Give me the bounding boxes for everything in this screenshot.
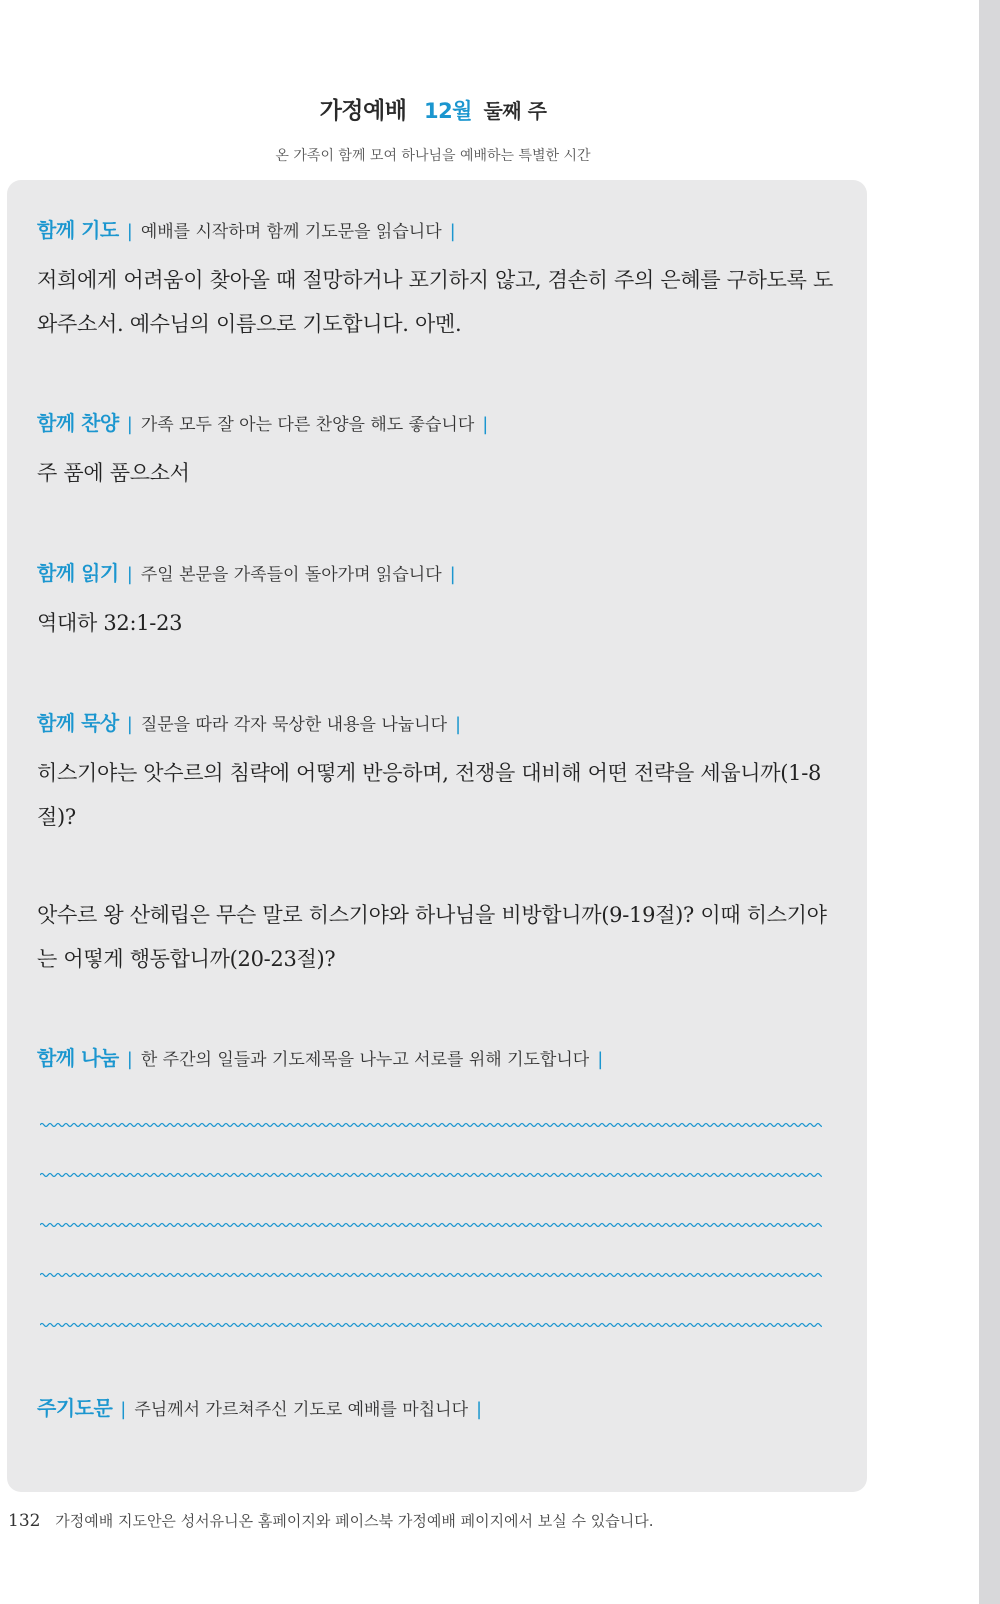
divider-bar: | — [449, 221, 456, 242]
divider-bar: | — [120, 1399, 127, 1420]
section-label: 주기도문 — [37, 1396, 113, 1420]
section-label: 함께 기도 — [37, 218, 119, 242]
section-heading — [37, 218, 837, 244]
section-instruction: 주님께서 가르쳐주신 기도로 예배를 마칩니다 — [134, 1400, 468, 1420]
section-label: 함께 나눔 — [37, 1046, 119, 1070]
section-instruction: 질문을 따라 각자 묵상한 내용을 나눕니다 — [140, 715, 448, 735]
section-instruction: 가족 모두 잘 아는 다른 찬양을 해도 좋습니다 — [140, 415, 475, 435]
divider-bar: | — [476, 1399, 483, 1420]
writing-lines — [40, 1118, 840, 1368]
section-label: 함께 읽기 — [37, 561, 119, 585]
section-instruction: 예배를 시작하며 함께 기도문을 읽습니다 — [140, 222, 442, 242]
writing-line[interactable] — [40, 1118, 822, 1132]
section-praise — [37, 411, 837, 495]
section-label: 함께 묵상 — [37, 711, 119, 735]
page-edge-strip — [979, 0, 1000, 1604]
section-instruction: 주일 본문을 가족들이 돌아가며 읽습니다 — [140, 565, 442, 585]
section-heading — [37, 411, 837, 437]
writing-line[interactable] — [40, 1318, 822, 1332]
divider-bar: | — [455, 714, 462, 735]
section-meditation — [37, 711, 837, 981]
scripture-reference: 역대하 32:1-23 — [37, 611, 183, 635]
writing-line[interactable] — [40, 1168, 822, 1182]
section-heading — [37, 1396, 837, 1422]
divider-bar: | — [126, 414, 133, 435]
page-title — [0, 92, 866, 125]
prayer-text: 저희에게 어려움이 찾아올 때 절망하거나 포기하지 않고, 겸손히 주의 은혜를 구하도록 도와주소서. 예수님의 이름으로 기도합니다. 아멘. — [37, 268, 833, 336]
section-instruction: 한 주간의 일들과 기도제목을 나누고 서로를 위해 기도합니다 — [140, 1050, 590, 1070]
divider-bar: | — [449, 564, 456, 585]
writing-line[interactable] — [40, 1268, 822, 1282]
divider-bar: | — [126, 221, 133, 242]
section-prayer — [37, 218, 837, 346]
title-text: 가정예배 — [319, 98, 407, 124]
title-month: 12월 — [423, 99, 472, 123]
divider-bar: | — [482, 414, 489, 435]
divider-bar: | — [126, 1049, 133, 1070]
title-week: 둘째 주 — [483, 99, 547, 123]
page-subtitle: 온 가족이 함께 모여 하나님을 예배하는 특별한 시간 — [275, 148, 591, 164]
section-sharing — [37, 1046, 837, 1072]
worship-panel — [7, 180, 867, 1492]
writing-line[interactable] — [40, 1218, 822, 1232]
section-heading — [37, 711, 837, 737]
section-heading — [37, 561, 837, 587]
meditation-question-1: 히스기야는 앗수르의 침략에 어떻게 반응하며, 전쟁을 대비해 어떤 전략을 세웁니까(1-8절)? — [37, 761, 822, 829]
meditation-question-2: 앗수르 왕 산헤립은 무슨 말로 히스기야와 하나님을 비방합니까(9-19절)? 이때 히스기야는 어떻게 행동합니까(20-23절)? — [37, 903, 827, 971]
hymn-title: 주 품에 품으소서 — [37, 461, 190, 485]
divider-bar: | — [126, 564, 133, 585]
page-header — [0, 92, 866, 165]
section-label: 함께 찬양 — [37, 411, 119, 435]
footer-note: 가정예배 지도안은 성서유니온 홈페이지와 페이스북 가정예배 페이지에서 보실 수 있습니다. — [55, 1512, 654, 1530]
section-reading — [37, 561, 837, 645]
page-footer — [8, 1510, 654, 1531]
page-number: 132 — [8, 1511, 41, 1531]
section-lords-prayer — [37, 1396, 837, 1422]
divider-bar: | — [126, 714, 133, 735]
divider-bar: | — [597, 1049, 604, 1070]
section-heading — [37, 1046, 837, 1072]
